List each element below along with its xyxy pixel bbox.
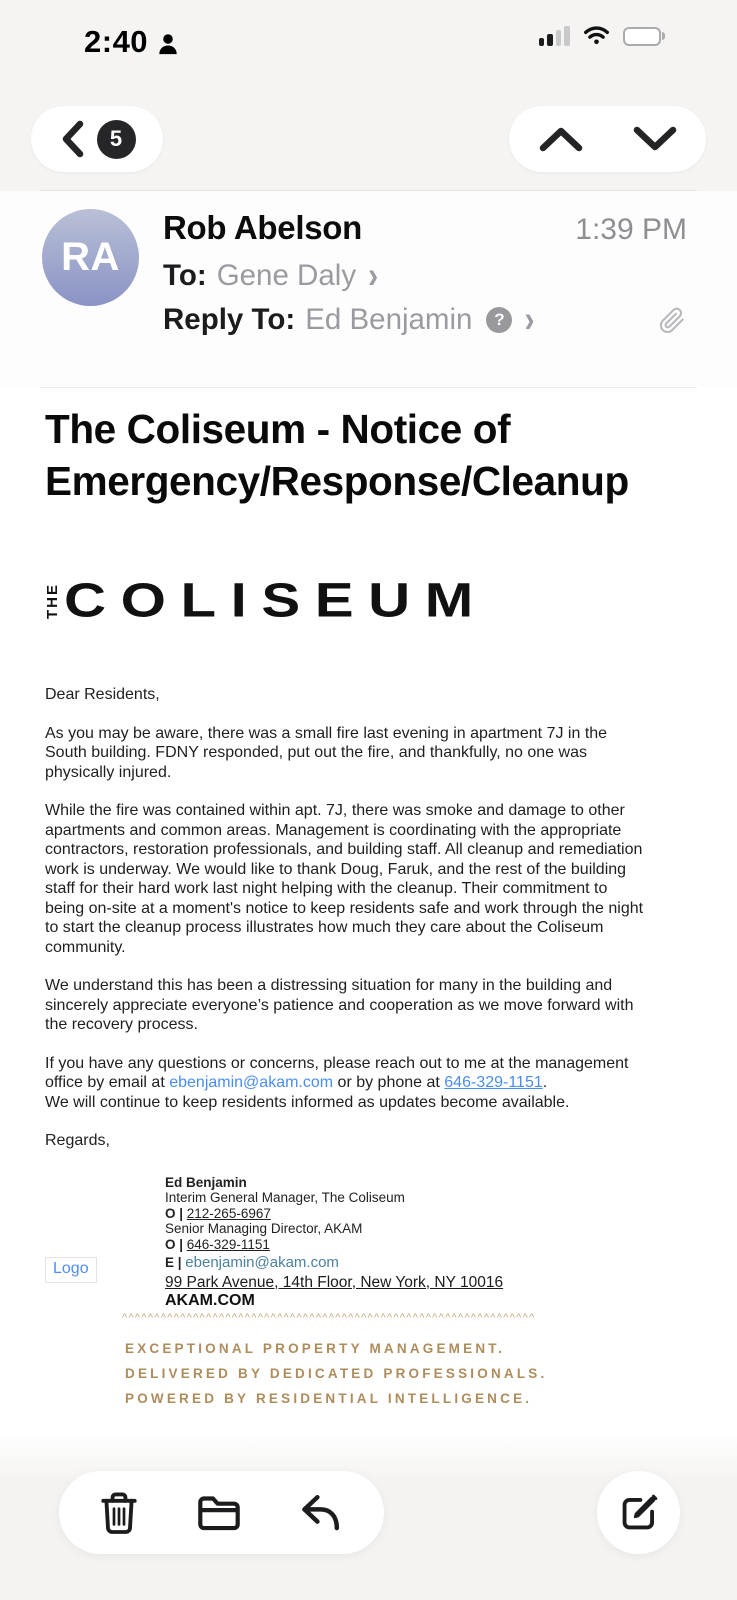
compose-button[interactable] — [597, 1471, 680, 1554]
closing: Regards, — [45, 1132, 110, 1149]
question-badge-icon[interactable]: ? — [486, 307, 512, 333]
paragraph-4-text: . — [542, 1074, 548, 1091]
focus-person-icon — [157, 32, 179, 56]
bottom-toolbar — [0, 1471, 737, 1554]
chevron-right-icon: › — [368, 254, 379, 296]
compose-icon — [617, 1491, 661, 1535]
top-chrome — [0, 0, 737, 191]
signature-name: Ed Benjamin — [165, 1174, 247, 1190]
coliseum-logo — [45, 573, 692, 629]
signature-title-1: Interim General Manager, The Coliseum — [165, 1190, 405, 1205]
signature-phone-2[interactable]: 646-329-1151 — [186, 1236, 270, 1252]
tagline-line-1: EXCEPTIONAL PROPERTY MANAGEMENT. — [125, 1340, 506, 1356]
message-body-area — [0, 388, 737, 1600]
header-divider-top — [40, 190, 697, 191]
signature-phone-1[interactable]: 212-265-6967 — [186, 1205, 271, 1221]
battery-icon — [623, 27, 666, 46]
signature-title-2: Senior Managing Director, AKAM — [165, 1221, 363, 1236]
signature-email-line — [165, 1255, 692, 1271]
sender-name[interactable]: Rob Abelson — [163, 209, 362, 246]
reply-to-label: Reply To: — [163, 303, 296, 336]
email-header — [0, 191, 737, 387]
email-subject: The Coliseum - Notice of Emergency/Response/Cleanup — [45, 406, 629, 504]
akam-tagline — [125, 1336, 692, 1411]
email-time: 1:39 PM — [575, 213, 687, 246]
chevron-up-icon[interactable] — [538, 125, 584, 153]
sender-avatar[interactable]: RA — [42, 209, 139, 306]
signature-address[interactable]: 99 Park Avenue, 14th Floor, New York, NY 10016 — [165, 1273, 504, 1291]
logo-coliseum-text: COLISEUM — [64, 574, 488, 628]
to-recipient[interactable]: Gene Daly — [216, 259, 357, 292]
folder-icon[interactable] — [196, 1493, 242, 1533]
prev-next-controls — [509, 106, 706, 172]
greeting: Dear Residents, — [45, 686, 160, 703]
contact-phone-link[interactable]: 646-329-1151 — [444, 1074, 543, 1091]
tagline-line-3: POWERED BY RESIDENTIAL INTELLIGENCE. — [125, 1390, 533, 1406]
unread-count-badge: 5 — [97, 120, 136, 159]
reply-to-row[interactable] — [163, 298, 687, 342]
chevron-down-icon[interactable] — [632, 125, 678, 153]
to-row[interactable] — [163, 254, 687, 298]
wifi-icon — [583, 26, 610, 46]
signature-phone-line-2 — [165, 1237, 692, 1253]
email-body — [45, 685, 692, 1151]
trash-icon[interactable] — [99, 1490, 139, 1536]
toolbar-pill — [59, 1471, 384, 1554]
paragraph-4-text: If you have any questions or concerns, please reach out to me at the management office by email at — [45, 1054, 629, 1091]
office-label: O | — [165, 1236, 187, 1252]
chevron-right-icon: › — [524, 298, 535, 340]
cellular-signal-icon — [539, 26, 570, 46]
attachment-paperclip-icon — [657, 305, 687, 335]
chevron-left-icon — [59, 119, 85, 159]
signature-phone-line-1 — [165, 1206, 692, 1222]
tagline-line-2: DELIVERED BY DEDICATED PROFESSIONALS. — [125, 1365, 548, 1381]
status-time: 2:40 — [84, 24, 149, 59]
email-label: E | — [165, 1255, 186, 1270]
paragraph-1: As you may be aware, there was a small fire last evening in apartment 7J in the South building. FDNY responded, put out the fire, and thankfully, no one was physically injured. — [45, 724, 608, 781]
paragraph-2: While the fire was contained within apt. 7J, there was smoke and damage to other apartments and common areas. Management is coordinating with the appropriate contractors, restoration professionals, and building staff. All cleanup and remediation work is underway. We would like to thank Doug, Faruk, and the rest of the building staff for their hard work last night helping with the cleanup. Their commitment to being on-site at a moment's notice to keep residents safe and work through the night to start the cleanup process illustrates how much they care about the Coliseum community. — [45, 802, 644, 956]
status-bar — [0, 24, 737, 64]
broken-logo-placeholder[interactable] — [45, 1257, 97, 1283]
gold-squiggle-divider: ^^^^^^^^^^^^^^^^^^^^^^^^^^^^^^^^^^^^^^^^^^^^^^^^^^^^^^^^^^^^^^^^ — [122, 1311, 536, 1324]
navigation-bar — [0, 106, 737, 172]
contact-email-link[interactable]: ebenjamin@akam.com — [169, 1074, 334, 1091]
reply-icon[interactable] — [298, 1492, 344, 1534]
logo-placeholder-text: Logo — [53, 1259, 89, 1277]
signature-email-link[interactable]: ebenjamin@akam.com — [185, 1254, 339, 1271]
logo-the-text: THE — [44, 583, 61, 619]
paragraph-3: We understand this has been a distressing situation for many in the building and sincerely appreciate everyone’s patience and cooperation as we move forward with the recovery process. — [45, 977, 634, 1033]
paragraph-4-text: or by phone at — [333, 1074, 445, 1091]
office-label: O | — [165, 1205, 187, 1221]
signature-block — [45, 1175, 692, 1309]
paragraph-4-line2: We will continue to keep residents informed as updates become available. — [45, 1093, 570, 1111]
signature-website[interactable]: AKAM.COM — [165, 1292, 255, 1309]
to-label: To: — [163, 259, 207, 292]
reply-to-name[interactable]: Ed Benjamin — [305, 303, 473, 336]
paragraph-4 — [45, 1054, 645, 1113]
back-button[interactable] — [31, 106, 163, 172]
